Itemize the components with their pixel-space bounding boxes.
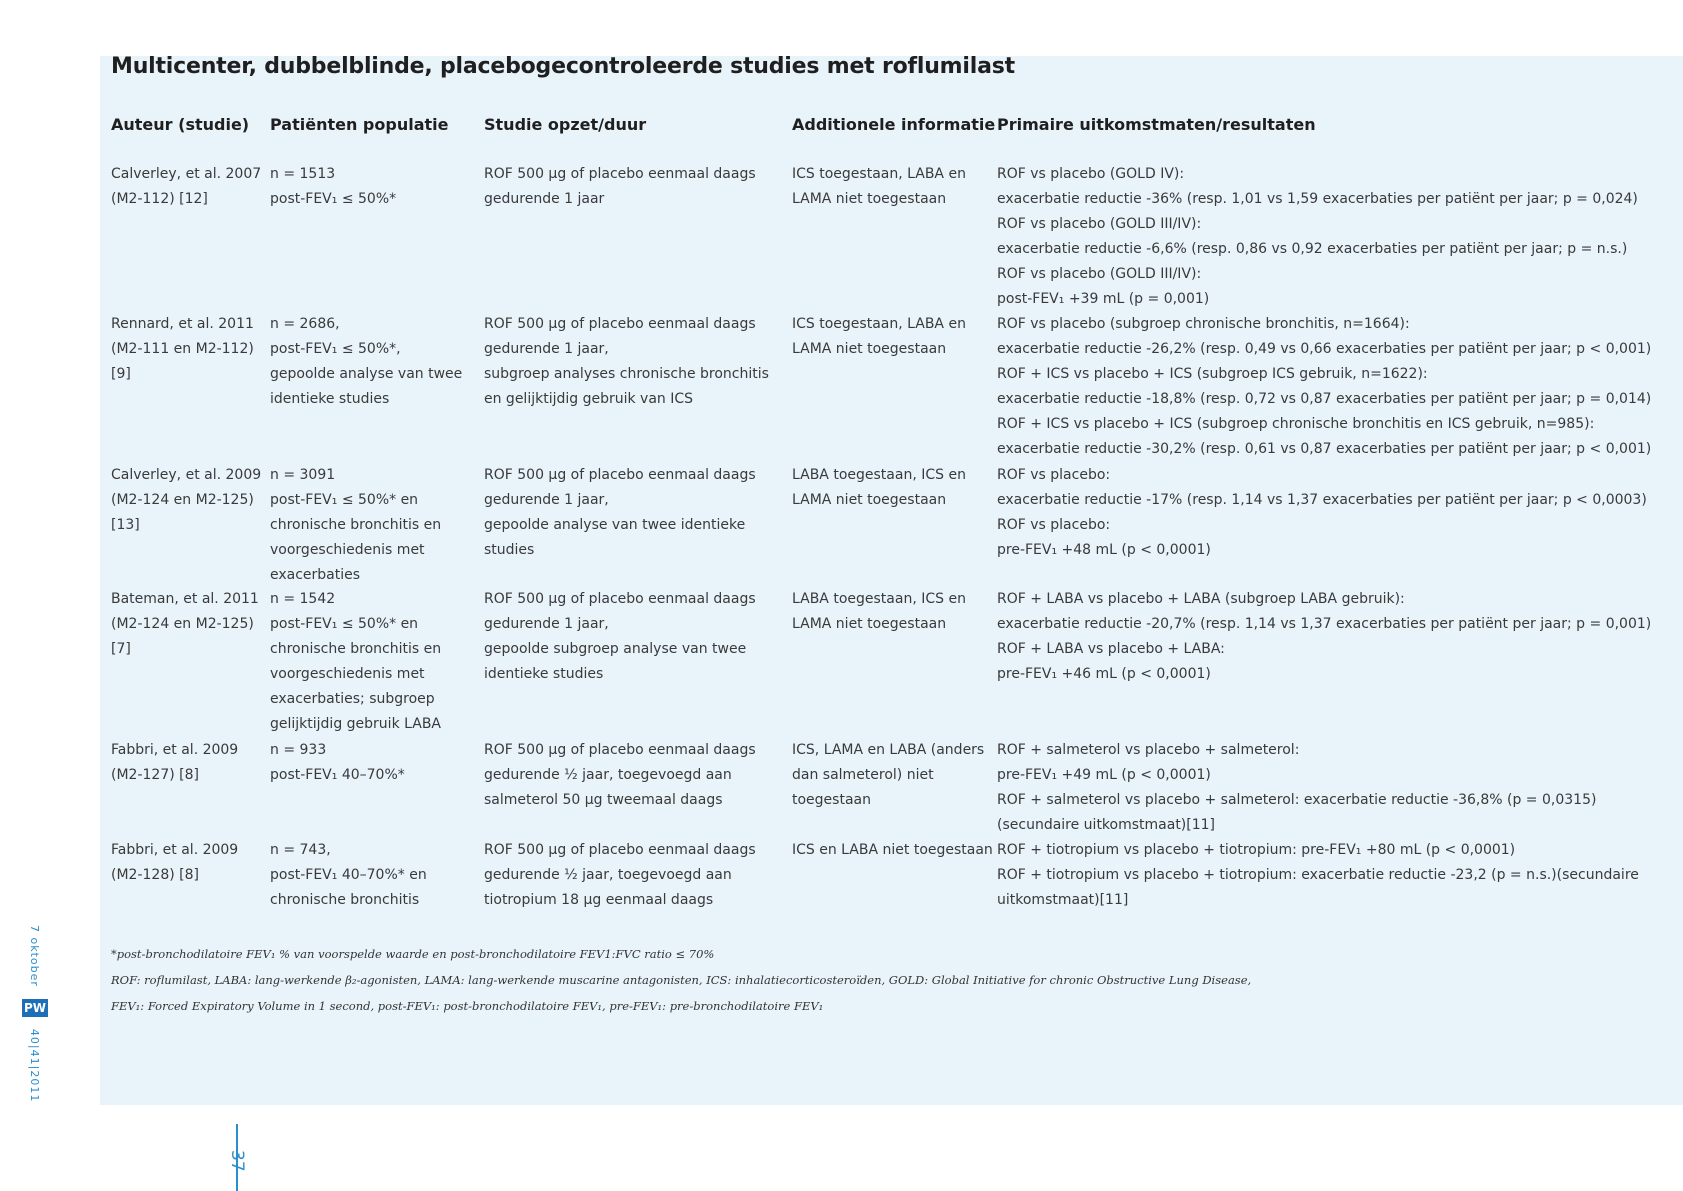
cell-line: post-FEV₁ +39 mL (p = 0,001) xyxy=(997,291,1210,307)
cell-line: uitkomstmaat)[11] xyxy=(997,892,1129,908)
cell-line: ROF + tiotropium vs placebo + tiotropium: pre-FEV₁ +80 mL (p < 0,0001) xyxy=(997,842,1516,858)
cell-opzet xyxy=(484,838,756,913)
cell-line: (secundaire uitkomstmaat)[11] xyxy=(997,817,1216,833)
cell-line: gepoolde analyse van twee xyxy=(270,366,463,382)
header-opzet: Studie opzet/duur xyxy=(484,115,647,134)
cell-line: Rennard, et al. 2011 xyxy=(111,316,254,332)
cell-auteur xyxy=(111,312,254,387)
cell-resultaten xyxy=(997,587,1651,687)
cell-line: ROF + ICS vs placebo + ICS (subgroep ICS gebruik, n=1622): xyxy=(997,366,1428,382)
cell-line: ICS, LAMA en LABA (anders xyxy=(792,742,985,758)
cell-line: pre-FEV₁ +46 mL (p < 0,0001) xyxy=(997,666,1211,682)
cell-info xyxy=(792,162,966,212)
cell-line: ROF vs placebo (subgroep chronische bronchitis, n=1664): xyxy=(997,316,1410,332)
cell-line: gedurende 1 jaar, xyxy=(484,492,609,508)
cell-line: gedurende 1 jaar, xyxy=(484,341,609,357)
cell-line: n = 1513 xyxy=(270,166,336,182)
cell-line: exacerbatie reductie -17% (resp. 1,14 vs 1,37 exacerbaties per patiënt per jaar; p < 0,0003) xyxy=(997,492,1647,508)
cell-line: exacerbatie reductie -6,6% (resp. 0,86 vs 0,92 exacerbaties per patiënt per jaar; p = n.s.) xyxy=(997,241,1628,257)
cell-line: (M2-128) [8] xyxy=(111,867,199,883)
cell-line: n = 743, xyxy=(270,842,331,858)
cell-line: voorgeschiedenis met xyxy=(270,666,425,682)
cell-line: n = 1542 xyxy=(270,591,336,607)
cell-line: ROF + tiotropium vs placebo + tiotropium: exacerbatie reductie -23,2 (p = n.s.)(secundaire xyxy=(997,867,1639,883)
cell-line: Calverley, et al. 2007 xyxy=(111,166,262,182)
footnote-2: ROF: roflumilast, LABA: lang-werkende β₂-agonisten, LAMA: lang-werkende muscarine antagonisten, ICS: inhalatiecorticosteroïden, GOLD: Global Initiative for chronic Obstructive Lung Disease, xyxy=(111,973,1252,987)
header-auteur: Auteur (studie) xyxy=(111,115,250,134)
cell-opzet xyxy=(484,463,756,563)
cell-line: LAMA niet toegestaan xyxy=(792,616,947,632)
cell-line: ROF vs placebo (GOLD III/IV): xyxy=(997,216,1202,232)
cell-line: ROF 500 µg of placebo eenmaal daags xyxy=(484,467,756,483)
cell-line: ICS toegestaan, LABA en xyxy=(792,316,966,332)
cell-line: exacerbatie reductie -18,8% (resp. 0,72 vs 0,87 exacerbaties per patiënt per jaar; p = 0,014) xyxy=(997,391,1652,407)
cell-line: gedurende 1 jaar, xyxy=(484,616,609,632)
cell-line: dan salmeterol) niet xyxy=(792,767,934,783)
cell-line: gepoolde analyse van twee identieke xyxy=(484,517,746,533)
header-resultaten: Primaire uitkomstmaten/resultaten xyxy=(997,115,1316,134)
cell-line: post-FEV₁ ≤ 50%* en xyxy=(270,492,419,508)
cell-populatie xyxy=(270,838,427,913)
cell-line: gedurende ½ jaar, toegevoegd aan xyxy=(484,767,732,783)
cell-line: n = 933 xyxy=(270,742,327,758)
cell-line: post-FEV₁ ≤ 50%*, xyxy=(270,341,401,357)
cell-opzet xyxy=(484,162,756,212)
cell-line: (M2-124 en M2-125) xyxy=(111,616,254,632)
cell-line: identieke studies xyxy=(270,391,390,407)
cell-auteur xyxy=(111,587,259,662)
cell-line: en gelijktijdig gebruik van ICS xyxy=(484,391,694,407)
cell-line: (M2-124 en M2-125) xyxy=(111,492,254,508)
cell-line: n = 2686, xyxy=(270,316,340,332)
cell-resultaten xyxy=(997,162,1638,312)
cell-line: chronische bronchitis xyxy=(270,892,420,908)
page-title: Multicenter, dubbelblinde, placebogecontroleerde studies met roflumilast xyxy=(111,54,1015,79)
cell-line: exacerbatie reductie -20,7% (resp. 1,14 vs 1,37 exacerbaties per patiënt per jaar; p = 0,001) xyxy=(997,616,1652,632)
cell-resultaten xyxy=(997,463,1647,563)
cell-line: gedurende ½ jaar, toegevoegd aan xyxy=(484,867,732,883)
header-populatie: Patiënten populatie xyxy=(270,115,449,134)
cell-line: ROF 500 µg of placebo eenmaal daags xyxy=(484,316,756,332)
footnote-3: FEV₁: Forced Expiratory Volume in 1 second, post-FEV₁: post-bronchodilatoire FEV₁, pre-FEV₁: pre-bronchodilatoire FEV₁ xyxy=(111,999,824,1013)
cell-resultaten xyxy=(997,738,1596,838)
cell-opzet xyxy=(484,312,769,412)
cell-line: ROF 500 µg of placebo eenmaal daags xyxy=(484,742,756,758)
cell-line: identieke studies xyxy=(484,666,604,682)
cell-info xyxy=(792,463,966,513)
page-number: 37 xyxy=(227,1150,247,1172)
cell-line: subgroep analyses chronische bronchitis xyxy=(484,366,769,382)
cell-resultaten xyxy=(997,838,1639,913)
cell-line: voorgeschiedenis met xyxy=(270,542,425,558)
footnote-1: *post-bronchodilatoire FEV₁ % van voorspelde waarde en post-bronchodilatoire FEV1:FVC ratio ≤ 70% xyxy=(111,947,715,961)
cell-line: exacerbatie reductie -26,2% (resp. 0,49 vs 0,66 exacerbaties per patiënt per jaar; p < 0,001) xyxy=(997,341,1652,357)
cell-line: studies xyxy=(484,542,535,558)
cell-line: ROF + salmeterol vs placebo + salmeterol: exacerbatie reductie -36,8% (p = 0,0315) xyxy=(997,792,1597,808)
cell-line: LAMA niet toegestaan xyxy=(792,191,947,207)
cell-auteur xyxy=(111,838,238,888)
cell-line: LABA toegestaan, ICS en xyxy=(792,591,966,607)
cell-line: ROF vs placebo (GOLD III/IV): xyxy=(997,266,1202,282)
cell-line: ROF + LABA vs placebo + LABA: xyxy=(997,641,1225,657)
cell-line: ROF 500 µg of placebo eenmaal daags xyxy=(484,591,756,607)
cell-line: ROF + ICS vs placebo + ICS (subgroep chronische bronchitis en ICS gebruik, n=985): xyxy=(997,416,1595,432)
cell-line: post-FEV₁ ≤ 50%* en xyxy=(270,616,419,632)
cell-line: gedurende 1 jaar xyxy=(484,191,605,207)
cell-line: post-FEV₁ ≤ 50%* xyxy=(270,191,397,207)
cell-line: salmeterol 50 µg tweemaal daags xyxy=(484,792,723,808)
cell-line: toegestaan xyxy=(792,792,871,808)
cell-line: [9] xyxy=(111,366,131,382)
cell-line: chronische bronchitis en xyxy=(270,641,442,657)
cell-line: ICS toegestaan, LABA en xyxy=(792,166,966,182)
cell-auteur xyxy=(111,162,261,212)
cell-line: (M2-112) [12] xyxy=(111,191,208,207)
cell-line: pre-FEV₁ +49 mL (p < 0,0001) xyxy=(997,767,1211,783)
pw-logo: PW xyxy=(23,1000,47,1015)
cell-line: exacerbatie reductie -36% (resp. 1,01 vs 1,59 exacerbaties per patiënt per jaar; p = 0,024) xyxy=(997,191,1638,207)
cell-info xyxy=(792,738,984,813)
cell-line: [13] xyxy=(111,517,140,533)
cell-line: Bateman, et al. 2011 xyxy=(111,591,259,607)
cell-info xyxy=(792,838,993,863)
cell-opzet xyxy=(484,587,756,687)
cell-populatie xyxy=(270,312,462,412)
cell-auteur xyxy=(111,463,261,538)
cell-populatie xyxy=(270,162,396,212)
cell-line: n = 3091 xyxy=(270,467,336,483)
sidebar-issue: 40|41|2011 xyxy=(28,1028,42,1103)
cell-auteur xyxy=(111,738,238,788)
sidebar-date: 7 oktober xyxy=(28,925,42,987)
cell-line: ROF vs placebo (GOLD IV): xyxy=(997,166,1185,182)
header-info: Additionele informatie xyxy=(792,115,996,134)
cell-line: chronische bronchitis en xyxy=(270,517,442,533)
cell-line: exacerbaties xyxy=(270,567,361,583)
cell-line: tiotropium 18 µg eenmaal daags xyxy=(484,892,714,908)
cell-line: Fabbri, et al. 2009 xyxy=(111,842,239,858)
cell-info xyxy=(792,312,966,362)
cell-line: LAMA niet toegestaan xyxy=(792,492,947,508)
cell-line: LABA toegestaan, ICS en xyxy=(792,467,966,483)
cell-line: ROF + LABA vs placebo + LABA (subgroep LABA gebruik): xyxy=(997,591,1405,607)
cell-line: ROF + salmeterol vs placebo + salmeterol: xyxy=(997,742,1300,758)
cell-info xyxy=(792,587,966,637)
cell-line: ICS en LABA niet toegestaan xyxy=(792,842,993,858)
cell-line: post-FEV₁ 40–70%* xyxy=(270,767,405,783)
cell-line: ROF 500 µg of placebo eenmaal daags xyxy=(484,842,756,858)
cell-populatie xyxy=(270,738,405,788)
cell-populatie xyxy=(270,587,441,737)
cell-line: exacerbatie reductie -30,2% (resp. 0,61 vs 0,87 exacerbaties per patiënt per jaar; p < 0,001) xyxy=(997,441,1652,457)
cell-line: post-FEV₁ 40–70%* en xyxy=(270,867,427,883)
cell-line: Calverley, et al. 2009 xyxy=(111,467,262,483)
cell-line: exacerbaties; subgroep xyxy=(270,691,435,707)
cell-line: gelijktijdig gebruik LABA xyxy=(270,716,442,732)
cell-line: Fabbri, et al. 2009 xyxy=(111,742,239,758)
cell-resultaten xyxy=(997,312,1651,462)
cell-line: ROF vs placebo: xyxy=(997,517,1111,533)
cell-line: ROF 500 µg of placebo eenmaal daags xyxy=(484,166,756,182)
cell-line: LAMA niet toegestaan xyxy=(792,341,947,357)
cell-line: [7] xyxy=(111,641,131,657)
cell-line: ROF vs placebo: xyxy=(997,467,1111,483)
cell-line: (M2-111 en M2-112) xyxy=(111,341,254,357)
cell-line: gepoolde subgroep analyse van twee xyxy=(484,641,747,657)
cell-opzet xyxy=(484,738,756,813)
sidebar-issue-info xyxy=(23,925,47,1103)
cell-line: pre-FEV₁ +48 mL (p < 0,0001) xyxy=(997,542,1211,558)
cell-populatie xyxy=(270,463,441,588)
cell-line: (M2-127) [8] xyxy=(111,767,199,783)
